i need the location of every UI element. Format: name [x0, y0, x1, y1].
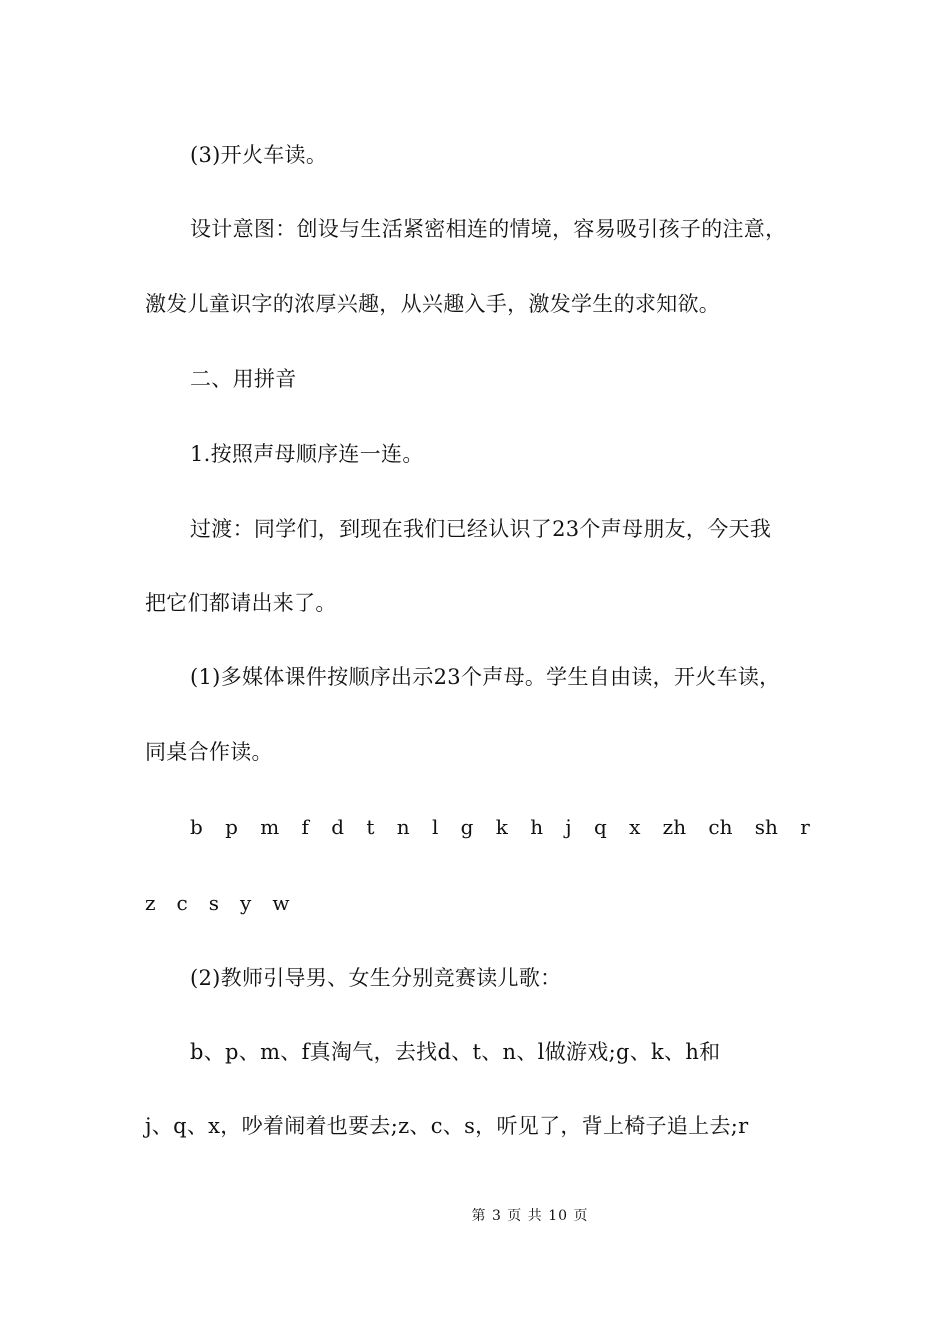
- initial-letter: x: [629, 815, 641, 839]
- initial-letter: j: [565, 815, 572, 839]
- paragraph-teacher-guide: (2)教师引导男、女生分别竞赛读儿歌：: [190, 966, 562, 990]
- section-heading-pinyin: 二、用拼音: [190, 367, 297, 391]
- initial-letter: w: [272, 891, 290, 915]
- initial-letter: g: [460, 815, 474, 839]
- paragraph-train-reading: (3)开火车读。: [190, 143, 328, 167]
- initial-letter: y: [240, 891, 252, 915]
- initial-letter: z: [145, 891, 156, 915]
- initial-letter: f: [301, 815, 309, 839]
- initial-letter: p: [225, 815, 238, 839]
- initial-letter: q: [593, 815, 607, 839]
- initial-letter: d: [331, 815, 345, 839]
- paragraph-connect-order: 1.按照声母顺序连一连。: [190, 442, 424, 466]
- initial-letter: t: [366, 815, 375, 839]
- paragraph-transition-line2: 把它们都请出来了。: [145, 591, 337, 615]
- initials-row-2: [145, 888, 289, 918]
- initial-letter: s: [208, 891, 220, 915]
- paragraph-transition-line1: 过渡：同学们，到现在我们已经认识了23个声母朋友，今天我: [190, 517, 772, 541]
- initial-letter: h: [530, 815, 544, 839]
- initial-letter: m: [260, 815, 280, 839]
- initial-letter: l: [431, 815, 439, 839]
- initial-letter: r: [800, 815, 810, 839]
- initial-letter: b: [190, 815, 203, 839]
- initial-letter: ch: [708, 815, 733, 839]
- paragraph-rhyme-line1: b、p、m、f真淘气，去找d、t、n、l做游戏;g、k、h和: [190, 1040, 721, 1064]
- initial-letter: n: [396, 815, 410, 839]
- paragraph-multimedia-line1: (1)多媒体课件按顺序出示23个声母。学生自由读，开火车读，: [190, 665, 781, 689]
- initial-letter: k: [495, 815, 508, 839]
- initial-letter: zh: [662, 815, 687, 839]
- initial-letter: c: [176, 891, 188, 915]
- initial-letter: sh: [754, 815, 778, 839]
- paragraph-design-intent-line2: 激发儿童识字的浓厚兴趣，从兴趣入手，激发学生的求知欲。: [145, 292, 721, 316]
- paragraph-multimedia-line2: 同桌合作读。: [145, 740, 273, 764]
- paragraph-design-intent-line1: 设计意图：创设与生活紧密相连的情境，容易吸引孩子的注意，: [190, 217, 787, 241]
- paragraph-rhyme-line2: j、q、x，吵着闹着也要去;z、c、s，听见了，背上椅子追上去;r: [145, 1114, 749, 1138]
- page-footer: 第 3 页 共 10 页: [471, 1208, 589, 1224]
- initials-row-1: [190, 812, 810, 842]
